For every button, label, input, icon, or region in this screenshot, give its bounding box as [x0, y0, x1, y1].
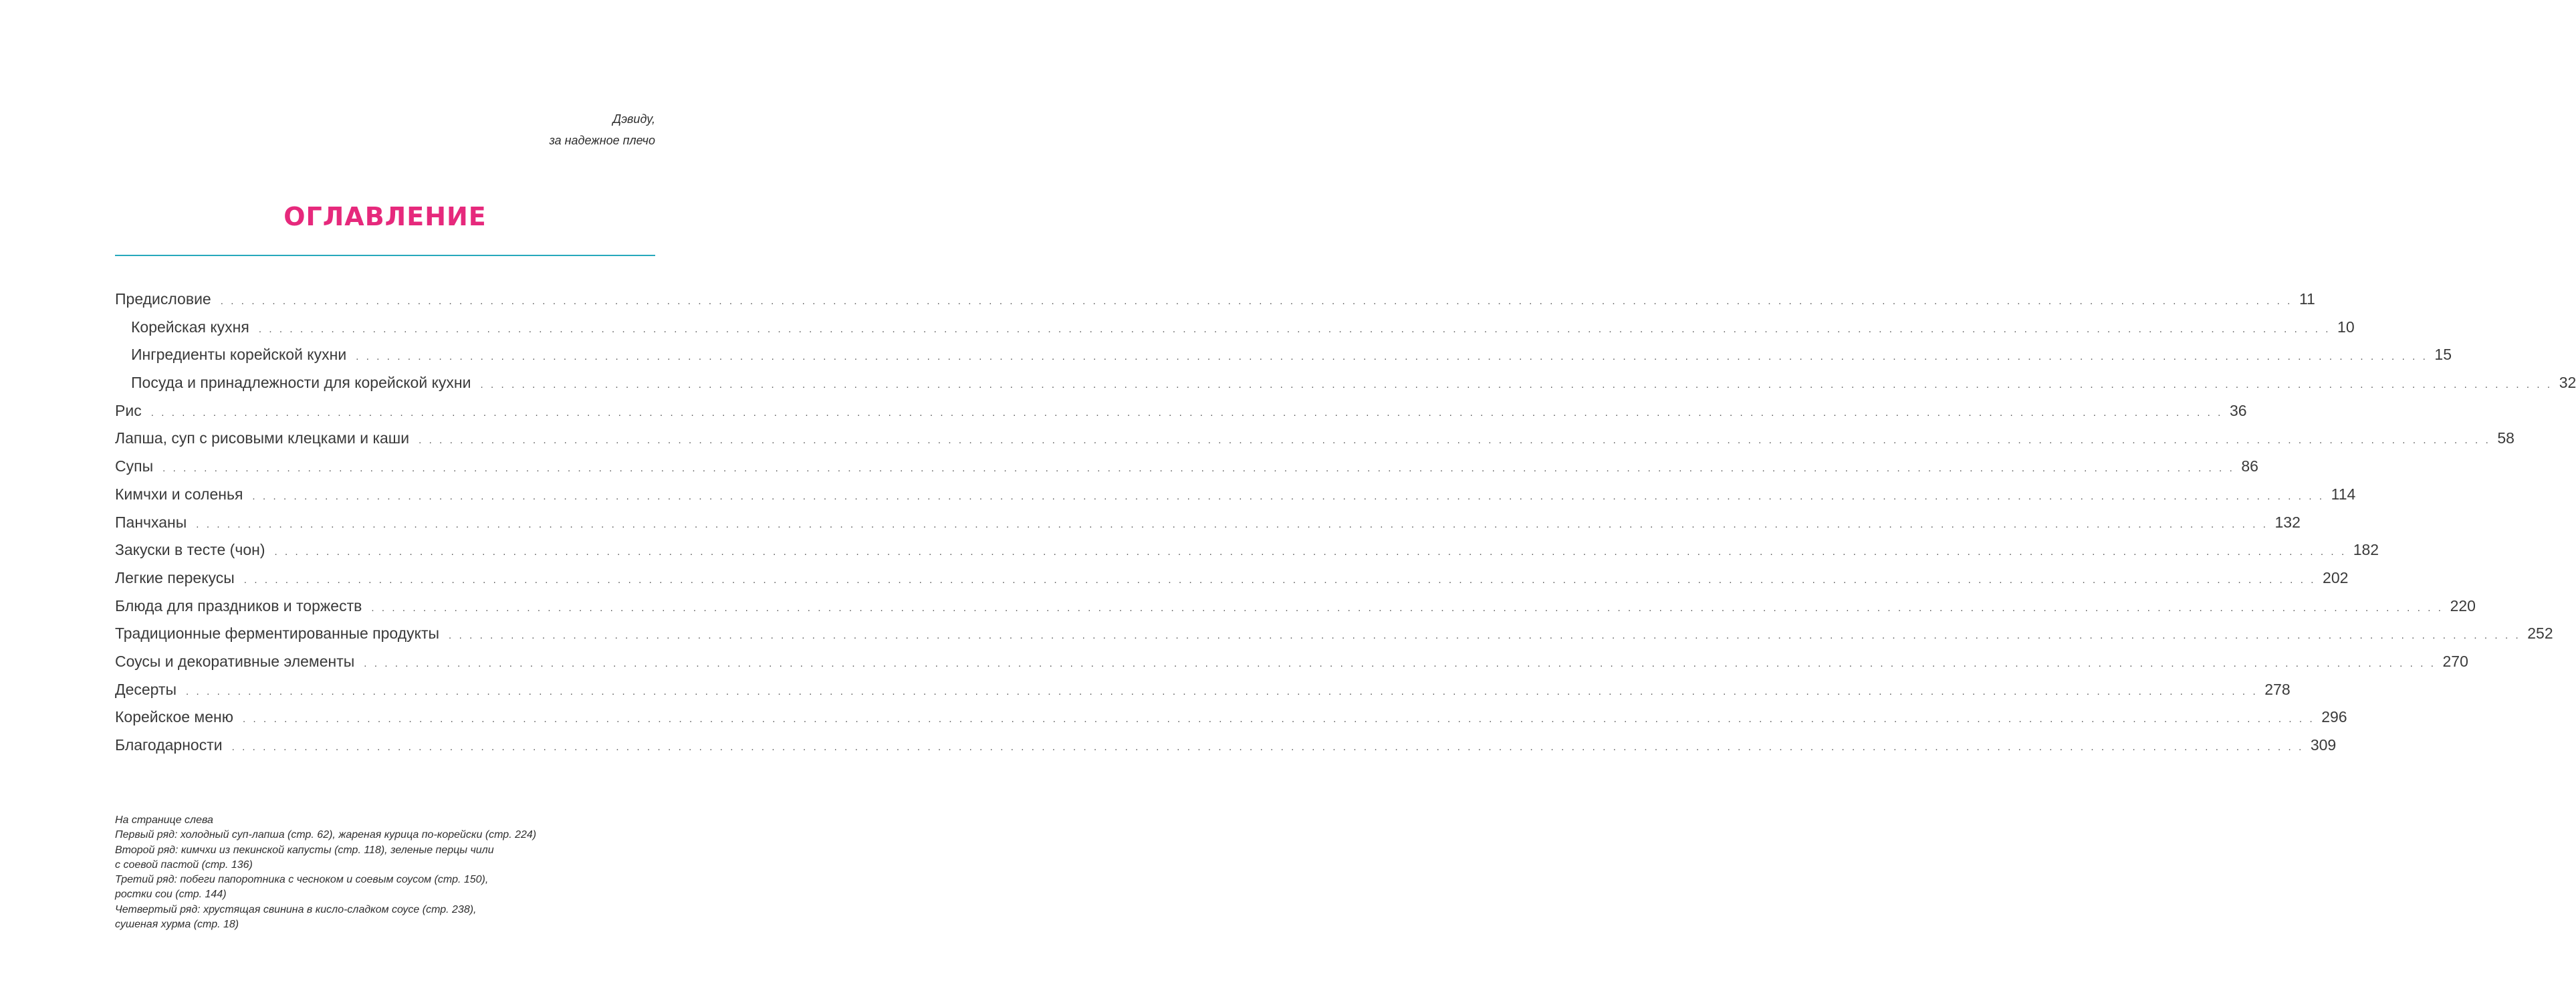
- toc-entry[interactable]: [115, 513, 2301, 542]
- toc-entry-page: 11: [2299, 290, 2315, 308]
- toc-dot-leader: . . . . . . . . . . . . . . . . . . . . . . . . . . . . . . . . . . . . . . . . . . . . . . . . . . . . . . . . . . . . . . . . . . . . . . . . . . . . . . . . . . . . . . . . . . . . . . . . . . . . . . . . . . . . . . . . . . . . . . . . . . . . . . . . . . . . . . . . . . . . . . . . . . . . . . . . . . . . . . . . . . . . . . . . . . . . . . . . . . . . . . . . . . . . . . . . . . . . . . . .: [449, 630, 2521, 642]
- toc-entry[interactable]: [115, 401, 2247, 430]
- toc-entry-label: Корейская кухня: [131, 318, 249, 336]
- toc-entry-page: 296: [2321, 708, 2347, 726]
- toc-dot-leader: . . . . . . . . . . . . . . . . . . . . . . . . . . . . . . . . . . . . . . . . . . . . . . . . . . . . . . . . . . . . . . . . . . . . . . . . . . . . . . . . . . . . . . . . . . . . . . . . . . . . . . . . . . . . . . . . . . . . . . . . . . . . . . . . . . . . . . . . . . . . . . . . . . . . . . . . . . . . . . . . . . . . . . . . . . . . . . . . . . . . . . . . . . . . . . . . . . . . . . . .: [252, 490, 2325, 502]
- toc-entry-label: Благодарности: [115, 736, 223, 754]
- caption-line: Третий ряд: побеги папоротника с чесноком и соевым соусом (стр. 150),: [115, 874, 489, 886]
- toc-entry[interactable]: [115, 568, 2349, 597]
- toc-entry-page: 270: [2442, 652, 2468, 670]
- title-divider: [115, 255, 655, 256]
- toc-dot-leader: . . . . . . . . . . . . . . . . . . . . . . . . . . . . . . . . . . . . . . . . . . . . . . . . . . . . . . . . . . . . . . . . . . . . . . . . . . . . . . . . . . . . . . . . . . . . . . . . . . . . . . . . . . . . . . . . . . . . . . . . . . . . . . . . . . . . . . . . . . . . . . . . . . . . . . . . . . . . . . . . . . . . . . . . . . . . . . . . . . . . . . . . . . . . . . . . . . . . . . . .: [258, 323, 2331, 335]
- caption-line: Четвертый ряд: хрустящая свинина в кисло-сладком соусе (стр. 238),: [115, 903, 477, 915]
- toc-entry-page: 86: [2241, 457, 2258, 475]
- toc-entry-label: Блюда для праздников и торжеств: [115, 596, 362, 614]
- toc-entry[interactable]: [115, 318, 2355, 346]
- toc-entry[interactable]: [115, 346, 2452, 374]
- toc-entry-page: 32: [2559, 374, 2576, 392]
- toc-entry-page: 36: [2229, 401, 2247, 419]
- toc-dot-leader: . . . . . . . . . . . . . . . . . . . . . . . . . . . . . . . . . . . . . . . . . . . . . . . . . . . . . . . . . . . . . . . . . . . . . . . . . . . . . . . . . . . . . . . . . . . . . . . . . . . . . . . . . . . . . . . . . . . . . . . . . . . . . . . . . . . . . . . . . . . . . . . . . . . . . . . . . . . . . . . . . . . . . . . . . . . . . . . . . . . . . . . . . . . . . . . . . . . . . . . .: [274, 546, 2347, 558]
- toc-entry-page: 182: [2353, 541, 2379, 559]
- caption-line: На странице слева: [115, 814, 213, 826]
- photo-captions: [115, 813, 663, 932]
- table-of-contents: [115, 290, 2576, 764]
- dedication-line-1: Дэвиду,: [612, 112, 655, 126]
- toc-entry-page: 10: [2337, 318, 2355, 336]
- toc-entry-label: Предисловие: [115, 290, 211, 308]
- toc-entry-page: 114: [2331, 485, 2356, 503]
- dedication: [549, 108, 655, 151]
- toc-entry-label: Традиционные ферментированные продукты: [115, 625, 440, 643]
- caption-line: сушеная хурма (стр. 18): [115, 919, 239, 931]
- caption-line: Первый ряд: холодный суп-лапша (стр. 62), жареная курица по-корейски (стр. 224): [115, 829, 537, 841]
- toc-entry-label: Лапша, суп с рисовыми клецками и каши: [115, 429, 410, 447]
- toc-dot-leader: . . . . . . . . . . . . . . . . . . . . . . . . . . . . . . . . . . . . . . . . . . . . . . . . . . . . . . . . . . . . . . . . . . . . . . . . . . . . . . . . . . . . . . . . . . . . . . . . . . . . . . . . . . . . . . . . . . . . . . . . . . . . . . . . . . . . . . . . . . . . . . . . . . . . . . . . . . . . . . . . . . . . . . . . . . . . . . . . . . . . . . . . . . . . . . . . . . . . . . . .: [231, 742, 2304, 753]
- toc-dot-leader: . . . . . . . . . . . . . . . . . . . . . . . . . . . . . . . . . . . . . . . . . . . . . . . . . . . . . . . . . . . . . . . . . . . . . . . . . . . . . . . . . . . . . . . . . . . . . . . . . . . . . . . . . . . . . . . . . . . . . . . . . . . . . . . . . . . . . . . . . . . . . . . . . . . . . . . . . . . . . . . . . . . . . . . . . . . . . . . . . . . . . . . . . . . . . . . . . . . . . . . .: [480, 379, 2553, 391]
- caption-line: ростки сои (стр. 144): [115, 889, 227, 901]
- toc-dot-leader: . . . . . . . . . . . . . . . . . . . . . . . . . . . . . . . . . . . . . . . . . . . . . . . . . . . . . . . . . . . . . . . . . . . . . . . . . . . . . . . . . . . . . . . . . . . . . . . . . . . . . . . . . . . . . . . . . . . . . . . . . . . . . . . . . . . . . . . . . . . . . . . . . . . . . . . . . . . . . . . . . . . . . . . . . . . . . . . . . . . . . . . . . . . . . . . . . . . . . . . .: [419, 435, 2491, 447]
- toc-dot-leader: . . . . . . . . . . . . . . . . . . . . . . . . . . . . . . . . . . . . . . . . . . . . . . . . . . . . . . . . . . . . . . . . . . . . . . . . . . . . . . . . . . . . . . . . . . . . . . . . . . . . . . . . . . . . . . . . . . . . . . . . . . . . . . . . . . . . . . . . . . . . . . . . . . . . . . . . . . . . . . . . . . . . . . . . . . . . . . . . . . . . . . . . . . . . . . . . . . . . . . . .: [196, 518, 2268, 530]
- toc-entry-page: 220: [2450, 596, 2476, 614]
- toc-entry-label: Рис: [115, 401, 142, 419]
- toc-entry-page: 278: [2264, 680, 2291, 698]
- toc-entry-label: Десерты: [115, 680, 177, 698]
- toc-entry-label: Супы: [115, 457, 154, 475]
- toc-entry-label: Закуски в тесте (чон): [115, 541, 265, 559]
- toc-entry[interactable]: [115, 290, 2315, 318]
- toc-entry[interactable]: [115, 374, 2576, 402]
- toc-dot-leader: . . . . . . . . . . . . . . . . . . . . . . . . . . . . . . . . . . . . . . . . . . . . . . . . . . . . . . . . . . . . . . . . . . . . . . . . . . . . . . . . . . . . . . . . . . . . . . . . . . . . . . . . . . . . . . . . . . . . . . . . . . . . . . . . . . . . . . . . . . . . . . . . . . . . . . . . . . . . . . . . . . . . . . . . . . . . . . . . . . . . . . . . . . . . . . . . . . . . . . . .: [364, 657, 2436, 669]
- caption-line: Второй ряд: кимчхи из пекинской капусты (стр. 118), зеленые перцы чили: [115, 844, 494, 856]
- toc-dot-leader: . . . . . . . . . . . . . . . . . . . . . . . . . . . . . . . . . . . . . . . . . . . . . . . . . . . . . . . . . . . . . . . . . . . . . . . . . . . . . . . . . . . . . . . . . . . . . . . . . . . . . . . . . . . . . . . . . . . . . . . . . . . . . . . . . . . . . . . . . . . . . . . . . . . . . . . . . . . . . . . . . . . . . . . . . . . . . . . . . . . . . . . . . . . . . . . . . . . . . . . .: [242, 713, 2315, 725]
- toc-entry-label: Соусы и декоративные элементы: [115, 652, 355, 670]
- toc-entry[interactable]: [115, 596, 2476, 625]
- toc-dot-leader: . . . . . . . . . . . . . . . . . . . . . . . . . . . . . . . . . . . . . . . . . . . . . . . . . . . . . . . . . . . . . . . . . . . . . . . . . . . . . . . . . . . . . . . . . . . . . . . . . . . . . . . . . . . . . . . . . . . . . . . . . . . . . . . . . . . . . . . . . . . . . . . . . . . . . . . . . . . . . . . . . . . . . . . . . . . . . . . . . . . . . . . . . . . . . . . . . . . . . . . .: [356, 351, 2428, 363]
- toc-entry[interactable]: [115, 457, 2258, 485]
- toc-entry-label: Ингредиенты корейской кухни: [131, 346, 347, 364]
- dedication-line-2: за надежное плечо: [549, 134, 655, 147]
- toc-dot-leader: . . . . . . . . . . . . . . . . . . . . . . . . . . . . . . . . . . . . . . . . . . . . . . . . . . . . . . . . . . . . . . . . . . . . . . . . . . . . . . . . . . . . . . . . . . . . . . . . . . . . . . . . . . . . . . . . . . . . . . . . . . . . . . . . . . . . . . . . . . . . . . . . . . . . . . . . . . . . . . . . . . . . . . . . . . . . . . . . . . . . . . . . . . . . . . . . . . . . . . . .: [243, 574, 2317, 586]
- toc-entry-label: Панчханы: [115, 513, 187, 531]
- toc-dot-leader: . . . . . . . . . . . . . . . . . . . . . . . . . . . . . . . . . . . . . . . . . . . . . . . . . . . . . . . . . . . . . . . . . . . . . . . . . . . . . . . . . . . . . . . . . . . . . . . . . . . . . . . . . . . . . . . . . . . . . . . . . . . . . . . . . . . . . . . . . . . . . . . . . . . . . . . . . . . . . . . . . . . . . . . . . . . . . . . . . . . . . . . . . . . . . . . . . . . . . . . .: [150, 407, 2223, 419]
- toc-dot-leader: . . . . . . . . . . . . . . . . . . . . . . . . . . . . . . . . . . . . . . . . . . . . . . . . . . . . . . . . . . . . . . . . . . . . . . . . . . . . . . . . . . . . . . . . . . . . . . . . . . . . . . . . . . . . . . . . . . . . . . . . . . . . . . . . . . . . . . . . . . . . . . . . . . . . . . . . . . . . . . . . . . . . . . . . . . . . . . . . . . . . . . . . . . . . . . . . . . . . . . . .: [371, 602, 2444, 614]
- toc-entry[interactable]: [115, 485, 2356, 514]
- toc-entry-page: 252: [2527, 625, 2553, 643]
- toc-entry[interactable]: [115, 680, 2291, 709]
- toc-entry-label: Кимчхи и соленья: [115, 485, 243, 503]
- toc-entry[interactable]: [115, 736, 2337, 764]
- toc-entry-label: Посуда и принадлежности для корейской кухни: [131, 374, 471, 392]
- toc-entry[interactable]: [115, 429, 2514, 457]
- toc-entry[interactable]: [115, 708, 2347, 736]
- toc-entry-page: 309: [2310, 736, 2337, 754]
- toc-title: ОГЛАВЛЕНИЕ: [283, 202, 487, 231]
- toc-entry-page: 15: [2434, 346, 2452, 364]
- caption-line: с соевой пастой (стр. 136): [115, 859, 253, 871]
- toc-dot-leader: . . . . . . . . . . . . . . . . . . . . . . . . . . . . . . . . . . . . . . . . . . . . . . . . . . . . . . . . . . . . . . . . . . . . . . . . . . . . . . . . . . . . . . . . . . . . . . . . . . . . . . . . . . . . . . . . . . . . . . . . . . . . . . . . . . . . . . . . . . . . . . . . . . . . . . . . . . . . . . . . . . . . . . . . . . . . . . . . . . . . . . . . . . . . . . . . . . . . . . . .: [186, 685, 2258, 697]
- toc-entry[interactable]: [115, 652, 2468, 681]
- toc-entry-page: 132: [2274, 513, 2301, 531]
- toc-entry[interactable]: [115, 625, 2553, 653]
- toc-dot-leader: . . . . . . . . . . . . . . . . . . . . . . . . . . . . . . . . . . . . . . . . . . . . . . . . . . . . . . . . . . . . . . . . . . . . . . . . . . . . . . . . . . . . . . . . . . . . . . . . . . . . . . . . . . . . . . . . . . . . . . . . . . . . . . . . . . . . . . . . . . . . . . . . . . . . . . . . . . . . . . . . . . . . . . . . . . . . . . . . . . . . . . . . . . . . . . . . . . . . . . . .: [162, 463, 2235, 475]
- toc-entry-page: 58: [2497, 429, 2514, 447]
- toc-entry-label: Легкие перекусы: [115, 568, 235, 586]
- toc-dot-leader: . . . . . . . . . . . . . . . . . . . . . . . . . . . . . . . . . . . . . . . . . . . . . . . . . . . . . . . . . . . . . . . . . . . . . . . . . . . . . . . . . . . . . . . . . . . . . . . . . . . . . . . . . . . . . . . . . . . . . . . . . . . . . . . . . . . . . . . . . . . . . . . . . . . . . . . . . . . . . . . . . . . . . . . . . . . . . . . . . . . . . . . . . . . . . . . . . . . . . . . .: [220, 296, 2293, 307]
- toc-entry-label: Корейское меню: [115, 708, 233, 726]
- toc-entry[interactable]: [115, 541, 2379, 569]
- toc-entry-page: 202: [2323, 568, 2349, 586]
